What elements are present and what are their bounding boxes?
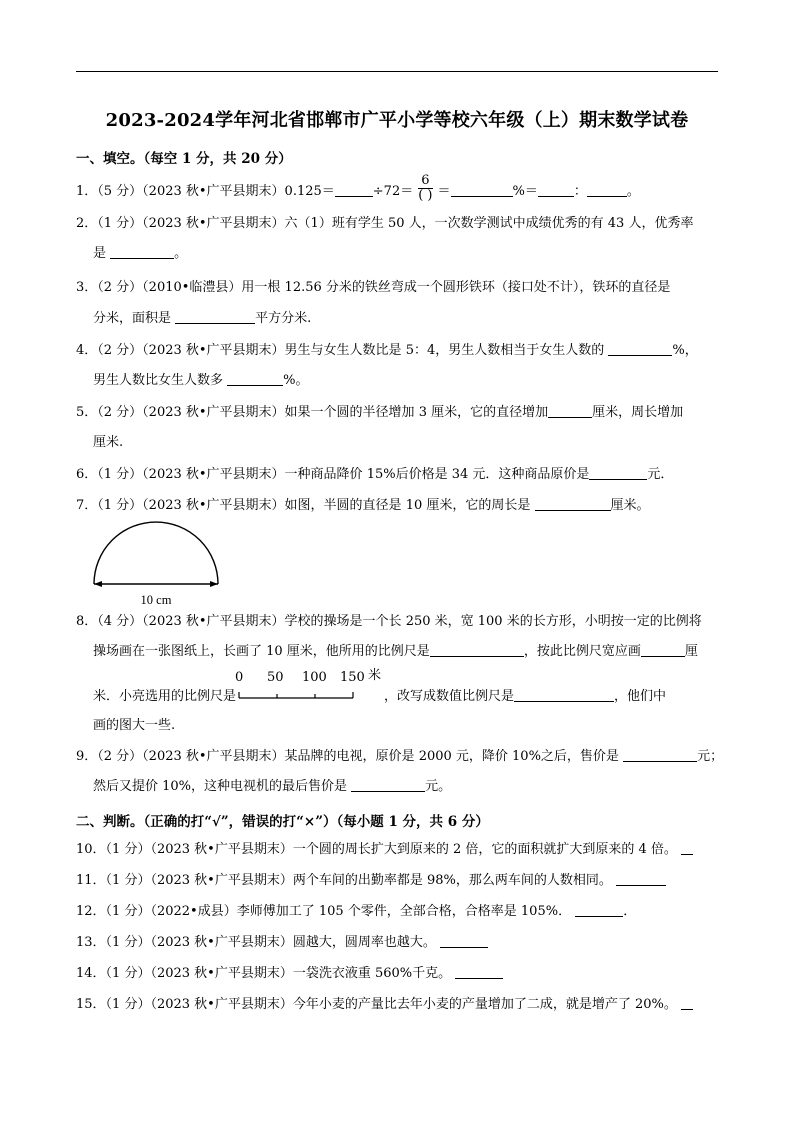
answer-blank[interactable] [351,779,425,792]
question-8-cont-2: 米．小亮选用的比例尺是 0 50 100 150 米 ，改写成数值比例尺是 ，他们中 [93,668,667,704]
answer-blank[interactable] [440,935,488,948]
section-fill-in-heading: 一、填空。（每空 1 分，共 20 分） [76,151,292,167]
line-scale-ruler [235,668,382,702]
question-7: 7．（1 分）（2023 秋•广平县期末）如图，半圆的直径是 10 厘米，它的周长是 厘米。 [76,498,650,513]
question-4: 4．（2 分）（2023 秋•广平县期末）男生与女生人数比是 5：4，男生人数相当于女生人数的 %， [76,343,698,358]
answer-blank[interactable] [575,904,623,917]
question-2-cont: 是 。 [93,246,188,261]
question-4-cont: 男生人数比女生人数多 %。 [93,373,309,388]
answer-blank[interactable] [681,997,693,1010]
question-9: 9．（2 分）（2023 秋•广平县期末）某品牌的电视，原价是 2000 元，降价 10%之后，售价是 元； [76,749,724,764]
page-title: 2023-2024学年河北省邯郸市广平小学等校六年级（上）期末数学试卷 [105,110,689,131]
question-2: 2．（1 分）（2023 秋•广平县期末）六（1）班有学生 50 人，一次数学测试中成绩优秀的有 43 人，优秀率 [76,216,694,231]
header-rule [76,71,718,72]
answer-blank[interactable] [623,749,697,762]
answer-blank[interactable] [681,842,693,855]
answer-blank[interactable] [227,373,283,386]
answer-blank[interactable] [455,966,503,979]
question-14: 14．（1 分）（2023 秋•广平县期末）一袋洗衣液重 560%千克。 [76,966,722,982]
semicircle-figure [86,520,226,608]
answer-blank[interactable] [587,184,627,197]
ruler-tick-0: 0 [235,670,244,685]
answer-blank[interactable] [548,405,592,418]
answer-blank[interactable] [616,873,666,886]
answer-blank[interactable] [641,644,685,657]
fraction: $\frac{6}{( )}$ [418,173,433,203]
question-6: 6．（1 分）（2023 秋•广平县期末）一种商品降价 15%后价格是 34 元．这种商品原价是 元． [76,467,674,482]
question-5-cont: 厘米. [93,435,124,450]
arrow-right-icon [210,581,218,587]
diameter-label: 10 cm [140,593,172,607]
answer-blank[interactable] [175,311,255,324]
question-1: 1．（5 分）（2023 秋•广平县期末）0.125＝ ÷72＝ $\frac{6}{( )}$ ＝ %＝ ： 。 [76,173,640,203]
answer-blank[interactable] [110,246,174,259]
ruler-tick-50: 50 [267,670,284,685]
answer-blank[interactable] [538,184,574,197]
ruler-unit: 米 [368,668,382,683]
answer-blank[interactable] [430,644,524,657]
question-10: 10．（1 分）（2023 秋•广平县期末）一个圆的周长扩大到原来的 2 倍，它的面积就扩大到原来的 4 倍。 [76,842,722,858]
question-11: 11．（1 分）（2023 秋•广平县期末）两个车间的出勤率都是 98%，那么两车间的人数相同。 [76,873,722,889]
question-8-cont-3: 画的图大一些. [93,718,176,733]
question-15: 15．（1 分）（2023 秋•广平县期末）今年小麦的产量比去年小麦的产量增加了二成，就是增产了 20%。 [76,997,722,1013]
question-8-cont-1: 操场画在一张图纸上，长画了 10 厘米，他所用的比例尺是 ，按此比例尺宽应画 厘 [93,644,698,659]
question-8: 8．（4 分）（2023 秋•广平县期末）学校的操场是一个长 250 米，宽 100 米的长方形，小明按一定的比例将 [76,614,702,629]
semicircle-arc [94,522,218,584]
answer-blank[interactable] [535,498,611,511]
ruler-tick-100: 100 [302,670,327,685]
answer-blank[interactable] [589,467,647,480]
arrow-left-icon [94,581,102,587]
answer-blank[interactable] [608,343,672,356]
question-13: 13．（1 分）（2023 秋•广平县期末）圆越大，圆周率也越大。 [76,935,722,951]
ruler-tick-150: 150 [340,670,365,685]
answer-blank[interactable] [514,689,614,702]
question-3-cont: 分米，面积是 平方分米. [93,311,312,326]
question-3: 3．（2 分）（2010•临澧县）用一根 12.56 分米的铁丝弯成一个圆形铁环（接口处不计），铁环的直径是 [76,280,671,295]
question-5: 5．（2 分）（2023 秋•广平县期末）如果一个圆的半径增加 3 厘米，它的直径增加 厘米，周长增加 [76,405,684,420]
question-9-cont: 然后又提价 10%，这种电视机的最后售价是 元。 [93,779,452,794]
question-12: 12．（1 分）（2022•成县）李师傅加工了 105 个零件，全部合格，合格率是 105%． ． [76,904,637,919]
answer-blank[interactable] [335,184,373,197]
answer-blank[interactable] [451,184,513,197]
section-true-false-heading: 二、判断。（正确的打“√”，错误的打“×”）（每小题 1 分，共 6 分） [76,814,489,830]
